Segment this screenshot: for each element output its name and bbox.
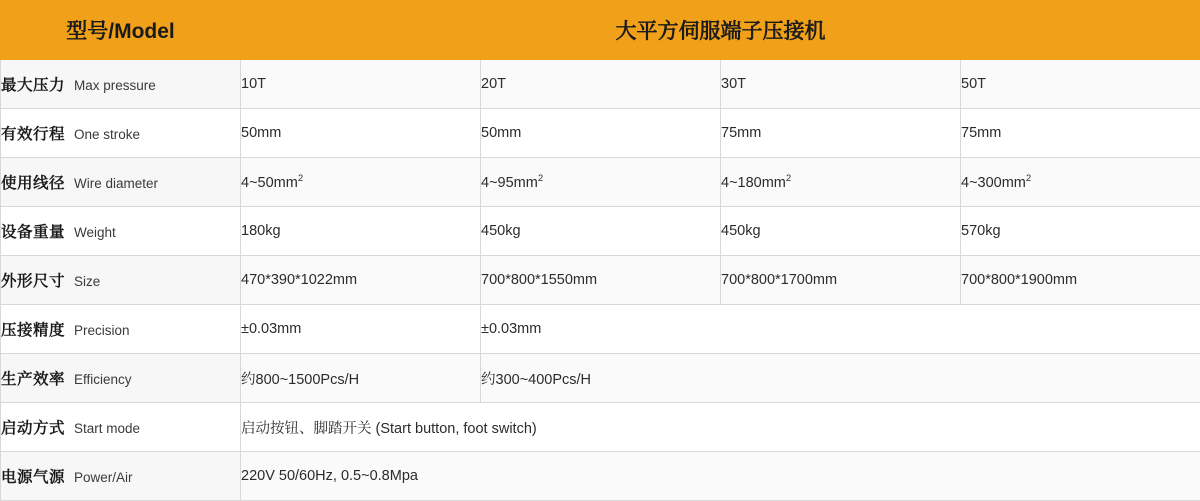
cell-max-pressure-20t: 20T <box>481 60 721 109</box>
cell-size-50t: 700*800*1900mm <box>961 256 1200 305</box>
cell-precision-20t-50t: ±0.03mm <box>481 305 1200 354</box>
row-label-cn: 压接精度 <box>1 322 65 339</box>
row-label-en: Power/Air <box>74 470 133 485</box>
cell-weight-10t: 180kg <box>241 207 481 256</box>
table-row <box>1 207 1200 256</box>
table-row <box>1 158 1200 207</box>
row-label-en: Start mode <box>74 421 140 436</box>
cell-wire-diameter-50t <box>961 158 1200 207</box>
row-label-cn: 设备重量 <box>1 224 65 241</box>
row-label-en: Wire diameter <box>74 176 158 191</box>
cell-efficiency-10t: 约800~1500Pcs/H <box>241 354 481 403</box>
table-row <box>1 60 1200 109</box>
row-label-cn: 启动方式 <box>1 420 65 437</box>
cell-size-10t: 470*390*1022mm <box>241 256 481 305</box>
row-label-power-air <box>1 452 241 501</box>
value-superscript: 2 <box>538 173 543 184</box>
table-row <box>1 354 1200 403</box>
row-label-cn: 电源气源 <box>1 469 65 486</box>
row-label-cn: 有效行程 <box>1 126 65 143</box>
row-label-en: Size <box>74 274 100 289</box>
table-row <box>1 452 1200 501</box>
cell-efficiency-20t-50t: 约300~400Pcs/H <box>481 354 1200 403</box>
value-superscript: 2 <box>1026 173 1031 184</box>
cell-wire-diameter-10t <box>241 158 481 207</box>
table-row <box>1 109 1200 158</box>
table-row <box>1 256 1200 305</box>
cell-start-mode-all: 启动按钮、脚踏开关 (Start button, foot switch) <box>241 403 1200 452</box>
cell-weight-20t: 450kg <box>481 207 721 256</box>
cell-size-30t: 700*800*1700mm <box>721 256 961 305</box>
cell-weight-30t: 450kg <box>721 207 961 256</box>
cell-size-20t: 700*800*1550mm <box>481 256 721 305</box>
row-label-size <box>1 256 241 305</box>
cell-max-pressure-10t: 10T <box>241 60 481 109</box>
row-label-start-mode <box>1 403 241 452</box>
row-label-cn: 最大压力 <box>1 77 65 94</box>
cell-wire-diameter-30t <box>721 158 961 207</box>
value-text: 4~180mm <box>721 175 786 191</box>
row-label-cn: 外形尺寸 <box>1 273 65 290</box>
cell-precision-10t: ±0.03mm <box>241 305 481 354</box>
cell-weight-50t: 570kg <box>961 207 1200 256</box>
value-text: 4~95mm <box>481 175 538 191</box>
row-label-one-stroke <box>1 109 241 158</box>
header-model-cell: 型号/Model <box>1 1 241 60</box>
row-label-precision <box>1 305 241 354</box>
value-text: 4~50mm <box>241 175 298 191</box>
row-label-en: Precision <box>74 323 130 338</box>
cell-max-pressure-30t: 30T <box>721 60 961 109</box>
cell-one-stroke-50t: 75mm <box>961 109 1200 158</box>
table-row <box>1 403 1200 452</box>
row-label-en: Max pressure <box>74 78 156 93</box>
row-label-weight <box>1 207 241 256</box>
table-row <box>1 305 1200 354</box>
value-text: 4~300mm <box>961 175 1026 191</box>
row-label-en: One stroke <box>74 127 140 142</box>
value-superscript: 2 <box>786 173 791 184</box>
row-label-efficiency <box>1 354 241 403</box>
row-label-wire-diameter <box>1 158 241 207</box>
row-label-cn: 使用线径 <box>1 175 65 192</box>
cell-one-stroke-20t: 50mm <box>481 109 721 158</box>
cell-wire-diameter-20t <box>481 158 721 207</box>
row-label-max-pressure <box>1 60 241 109</box>
row-label-en: Efficiency <box>74 372 132 387</box>
cell-power-air-all: 220V 50/60Hz, 0.5~0.8Mpa <box>241 452 1200 501</box>
value-superscript: 2 <box>298 173 303 184</box>
table-header-row <box>1 1 1200 60</box>
cell-one-stroke-30t: 75mm <box>721 109 961 158</box>
row-label-en: Weight <box>74 225 116 240</box>
row-label-cn: 生产效率 <box>1 371 65 388</box>
cell-one-stroke-10t: 50mm <box>241 109 481 158</box>
header-product-title-cell: 大平方伺服端子压接机 <box>241 1 1200 60</box>
cell-max-pressure-50t: 50T <box>961 60 1200 109</box>
